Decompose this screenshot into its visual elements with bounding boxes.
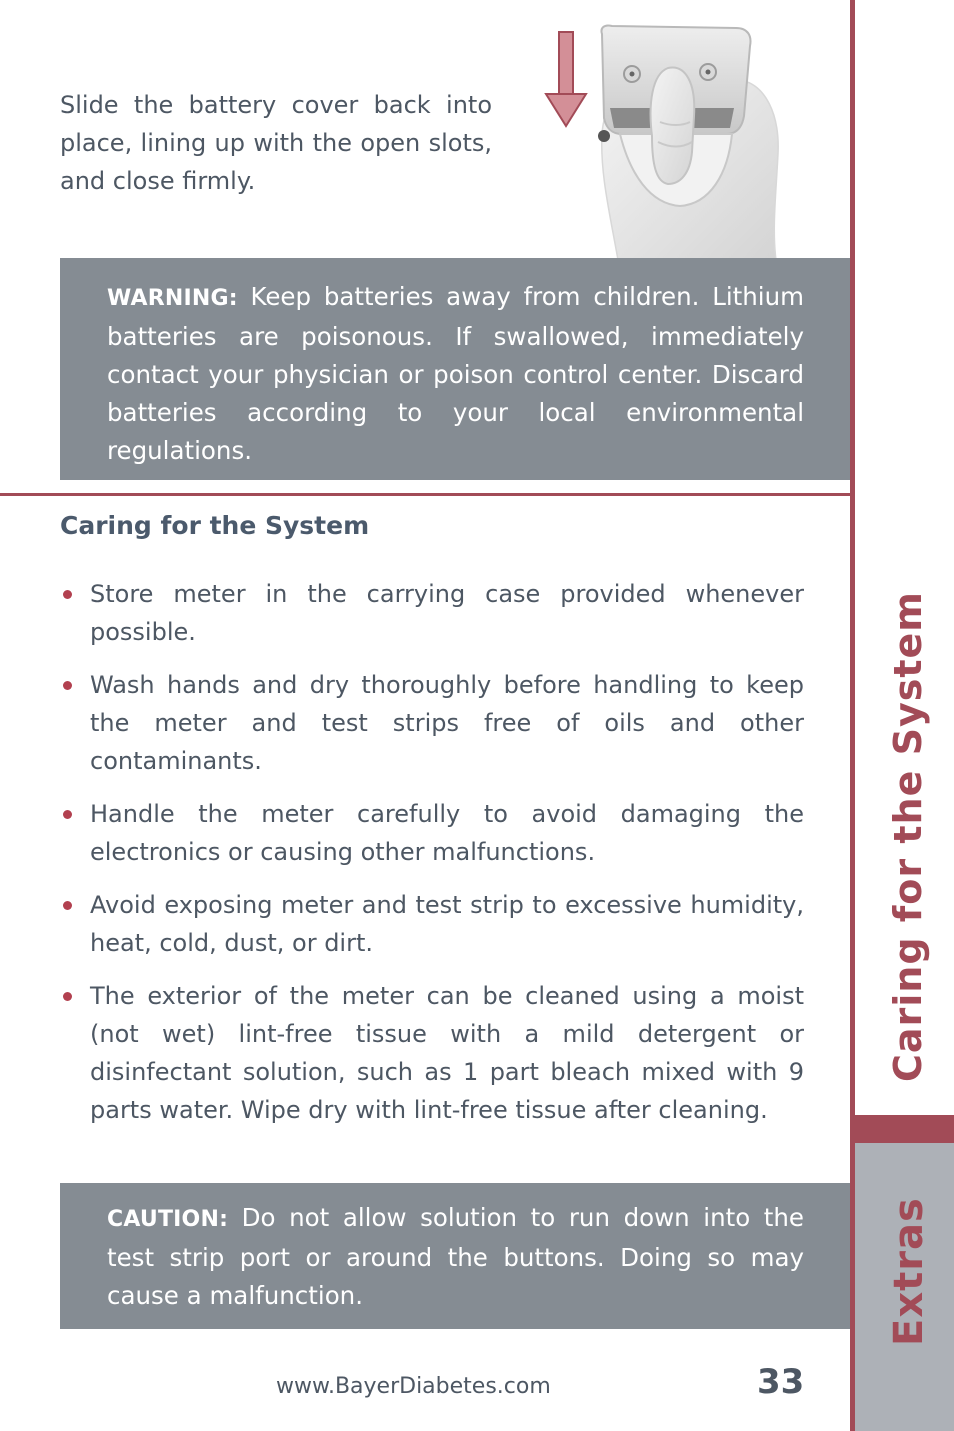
caution-box bbox=[60, 1183, 850, 1329]
bullet-icon bbox=[63, 901, 72, 910]
intro-paragraph: Slide the battery cover back into place, lining up with the open slots, and close firmly. bbox=[60, 91, 492, 195]
footer-url-link[interactable]: www.BayerDiabetes.com bbox=[276, 1374, 551, 1399]
warning-text: Keep batteries away from children. Lithium batteries are poisonous. If swallowed, immediately contact your physician or poison control center. Discard batteries according to your local environmental regulations. bbox=[107, 282, 804, 465]
list-item: The exterior of the meter can be cleaned using a moist (not wet) lint-free tissue with a mild detergent or disinfectant solution, such as 1 part bleach mixed with 9 parts water. Wipe dry with lint-free tissue after cleaning. bbox=[60, 977, 804, 1129]
care-instructions-list bbox=[60, 575, 804, 1144]
list-item: Avoid exposing meter and test strip to excessive humidity, heat, cold, dust, or dirt. bbox=[60, 886, 804, 962]
bullet-icon bbox=[63, 992, 72, 1001]
caution-label: CAUTION: bbox=[107, 1207, 229, 1232]
tab-separator bbox=[855, 1115, 954, 1143]
list-item: Handle the meter carefully to avoid damaging the electronics or causing other malfunctions. bbox=[60, 795, 804, 871]
warning-box bbox=[60, 258, 850, 480]
list-item: Store meter in the carrying case provided whenever possible. bbox=[60, 575, 804, 651]
hand-sliding-battery-cover-icon bbox=[540, 24, 800, 260]
section-divider bbox=[0, 493, 852, 496]
warning-label: WARNING: bbox=[107, 286, 238, 311]
caution-text: Do not allow solution to run down into the test strip port or around the buttons. Doing so may cause a malfunction. bbox=[107, 1203, 804, 1310]
bullet-icon bbox=[63, 681, 72, 690]
section-title: Caring for the System bbox=[60, 511, 370, 540]
page-number: 33 bbox=[757, 1362, 805, 1402]
tab-label-extras: Extras bbox=[886, 1197, 932, 1346]
tab-label-caring-for-the-system: Caring for the System bbox=[886, 591, 930, 1082]
bullet-icon bbox=[63, 590, 72, 599]
bullet-icon bbox=[63, 810, 72, 819]
list-item: Wash hands and dry thoroughly before handling to keep the meter and test strips free of oils and other contaminants. bbox=[60, 666, 804, 780]
